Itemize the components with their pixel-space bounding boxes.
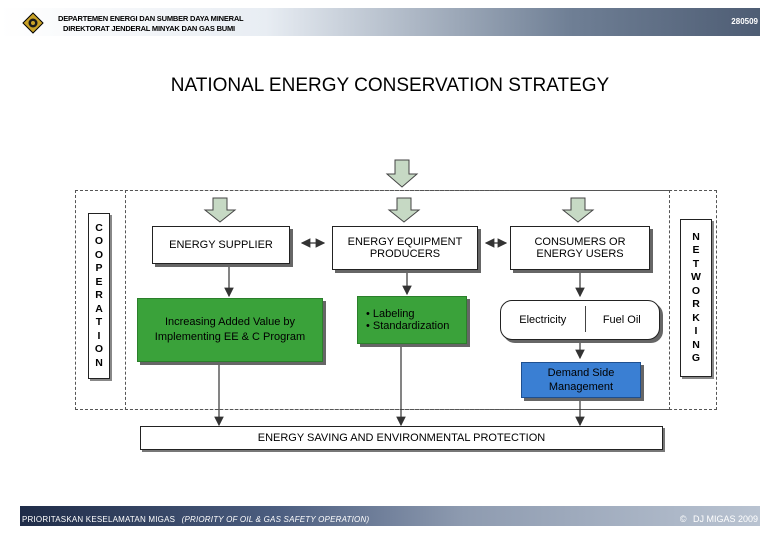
networking-letter: T bbox=[692, 257, 700, 270]
cooperation-letter: C bbox=[95, 221, 103, 234]
demand-side-management-label: Demand Side Management bbox=[547, 367, 615, 393]
footer-slogan bbox=[22, 515, 369, 524]
increasing-value-label: Increasing Added Value by Implementing EE & C Program bbox=[154, 316, 306, 343]
cooperation-letter: O bbox=[94, 343, 104, 356]
cooperation-letter: R bbox=[95, 289, 103, 302]
cooperation-letter: O bbox=[94, 248, 104, 261]
cooperation-letter: I bbox=[97, 329, 101, 342]
footer-slogan-italic: (PRIORITY OF OIL & GAS SAFETY OPERATION) bbox=[181, 515, 370, 524]
header-line-1: DEPARTEMEN ENERGI DAN SUMBER DAYA MINERAL bbox=[58, 14, 244, 23]
networking-letter: R bbox=[692, 298, 700, 310]
networking-letter: O bbox=[691, 284, 701, 297]
cooperation-letter: N bbox=[95, 356, 103, 369]
page-title: NATIONAL ENERGY CONSERVATION STRATEGY bbox=[170, 75, 610, 96]
networking-letter: E bbox=[692, 244, 700, 256]
cooperation-letter: P bbox=[95, 262, 103, 275]
networking-letter: G bbox=[691, 352, 701, 364]
footer-slogan-main: PRIORITASKAN KESELAMATAN MIGAS bbox=[22, 515, 176, 524]
cooperation-letter: E bbox=[95, 275, 103, 288]
labeling-label: • Labeling bbox=[366, 308, 415, 320]
networking-letter: N bbox=[692, 230, 700, 243]
electricity-label: Electricity bbox=[519, 314, 567, 326]
energy-types-box bbox=[500, 300, 660, 340]
networking-box bbox=[680, 219, 712, 377]
networking-letter: I bbox=[694, 325, 698, 337]
copyright-icon: © bbox=[679, 514, 687, 524]
block-arrow-supplier bbox=[205, 198, 235, 222]
cooperation-letter: T bbox=[95, 316, 103, 329]
block-arrow-producers bbox=[389, 198, 419, 222]
fuel-oil-label: Fuel Oil bbox=[602, 314, 641, 326]
footer-org: DJ MIGAS 2009 bbox=[692, 514, 758, 524]
energy-equipment-producers-label: ENERGY EQUIPMENT PRODUCERS bbox=[347, 236, 463, 260]
cooperation-box bbox=[88, 213, 110, 379]
networking-letter: W bbox=[691, 271, 701, 283]
consumers-label: CONSUMERS OR ENERGY USERS bbox=[534, 236, 626, 260]
block-arrow-top bbox=[387, 160, 417, 187]
header-line-2: DIREKTORAT JENDERAL MINYAK DAN GAS BUMI bbox=[63, 24, 235, 33]
cooperation-letter: O bbox=[94, 235, 104, 248]
increasing-value-box bbox=[137, 298, 323, 362]
standardization-label: • Standardization bbox=[366, 320, 450, 332]
footer-copyright bbox=[680, 514, 758, 524]
block-arrow-consumers bbox=[563, 198, 593, 222]
energy-equipment-producers-box bbox=[332, 226, 478, 270]
networking-letter: K bbox=[692, 311, 700, 324]
consumers-box bbox=[510, 226, 650, 270]
cooperation-letter: A bbox=[95, 302, 103, 315]
energy-saving-box bbox=[140, 426, 663, 450]
demand-side-management-box bbox=[521, 362, 641, 398]
networking-letter: N bbox=[692, 338, 700, 351]
energy-saving-label: ENERGY SAVING AND ENVIRONMENTAL PROTECTION bbox=[257, 432, 546, 444]
energy-supplier-box bbox=[152, 226, 290, 264]
header-code: 280509 bbox=[731, 17, 758, 26]
energy-supplier-label: ENERGY SUPPLIER bbox=[169, 239, 273, 251]
labeling-box bbox=[357, 296, 467, 344]
energy-types-divider bbox=[585, 306, 587, 332]
